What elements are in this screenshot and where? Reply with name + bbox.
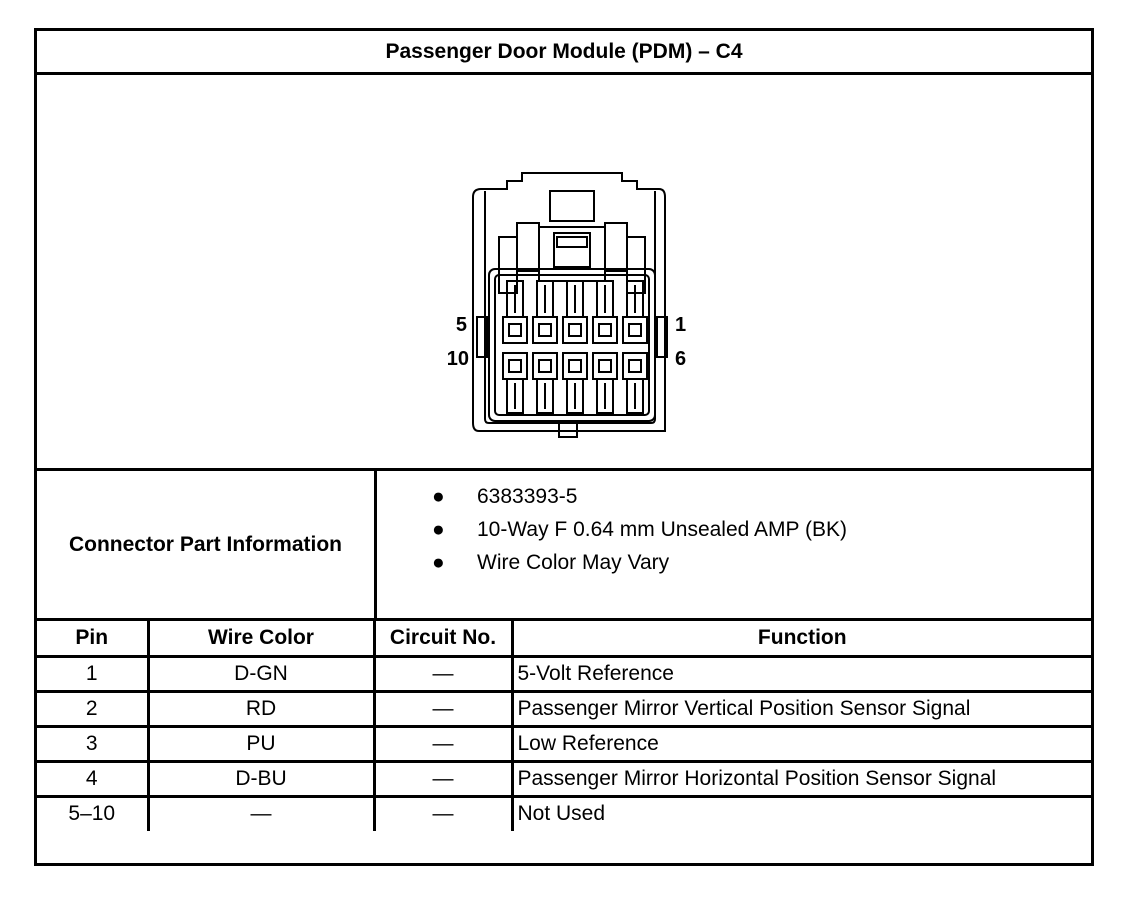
circuit-cell: — (374, 796, 512, 831)
table-row (37, 761, 1091, 796)
pin-label-1: 1 (675, 314, 687, 336)
pin-cell: 1 (37, 656, 148, 691)
connector-info-label: Connector Part Information (37, 471, 377, 618)
connector-diagram (437, 149, 707, 439)
pin-label-10: 10 (446, 348, 469, 370)
wire-color-cell: D-GN (148, 656, 374, 691)
pinout-table (37, 621, 1091, 831)
pin-cavity (533, 317, 557, 343)
wire-color-note: Wire Color May Vary (477, 551, 670, 574)
connector-housing-outline (473, 173, 665, 431)
wire-color-cell: D-BU (148, 761, 374, 796)
pin-cavity (563, 317, 587, 343)
part-number: 6383393-5 (477, 485, 578, 508)
pin-cavity (623, 353, 647, 379)
pin-cell: 2 (37, 691, 148, 726)
wire-color-cell: RD (148, 691, 374, 726)
pin-cavity (533, 353, 557, 379)
pin-cavity (593, 317, 617, 343)
connector-info-list (374, 471, 1091, 618)
circuit-cell: — (374, 691, 512, 726)
pin-cavity (503, 353, 527, 379)
connector-type: 10-Way F 0.64 mm Unsealed AMP (BK) (477, 518, 847, 541)
bullet-icon: ● (432, 485, 445, 508)
connector-part-info (37, 471, 1091, 621)
pin-cavity (593, 353, 617, 379)
pin-terminal (569, 360, 581, 372)
function-cell: Low Reference (512, 726, 1091, 761)
pin-cell: 5–10 (37, 796, 148, 831)
wire-color-cell: — (148, 796, 374, 831)
circuit-cell: — (374, 761, 512, 796)
connector-latch (550, 191, 594, 221)
pin-terminal (569, 324, 581, 336)
pin-label-5: 5 (455, 314, 467, 336)
pin-label-6: 6 (675, 348, 687, 370)
function-cell: 5-Volt Reference (512, 656, 1091, 691)
table-row (37, 656, 1091, 691)
pin-cell: 4 (37, 761, 148, 796)
function-cell: Not Used (512, 796, 1091, 831)
pin-terminal (539, 360, 551, 372)
bullet-icon: ● (432, 551, 445, 574)
header-pin: Pin (37, 621, 148, 656)
function-cell: Passenger Mirror Vertical Position Sensor Signal (512, 691, 1091, 726)
pin-terminal (509, 360, 521, 372)
table-row (37, 726, 1091, 761)
connector-diagram-panel (37, 75, 1091, 471)
page-title: Passenger Door Module (PDM) – C4 (37, 31, 1091, 75)
connector-inner-outline (485, 191, 655, 423)
connector-table-frame (34, 28, 1094, 866)
bullet-icon: ● (432, 518, 445, 541)
pin-cavity (503, 317, 527, 343)
header-circuit-no: Circuit No. (374, 621, 512, 656)
pin-cavity (623, 317, 647, 343)
pin-terminal (629, 324, 641, 336)
pin-terminal (629, 360, 641, 372)
connector-cavity-block (489, 269, 655, 421)
pin-terminal (599, 360, 611, 372)
table-header-row (37, 621, 1091, 656)
wire-color-cell: PU (148, 726, 374, 761)
header-wire-color: Wire Color (148, 621, 374, 656)
circuit-cell: — (374, 726, 512, 761)
function-cell: Passenger Mirror Horizontal Position Sensor Signal (512, 761, 1091, 796)
pin-cavity (563, 353, 587, 379)
pin-terminal (509, 324, 521, 336)
table-row (37, 691, 1091, 726)
pin-terminal (599, 324, 611, 336)
header-function: Function (512, 621, 1091, 656)
table-row (37, 796, 1091, 831)
circuit-cell: — (374, 656, 512, 691)
pin-cell: 3 (37, 726, 148, 761)
pin-terminal (539, 324, 551, 336)
